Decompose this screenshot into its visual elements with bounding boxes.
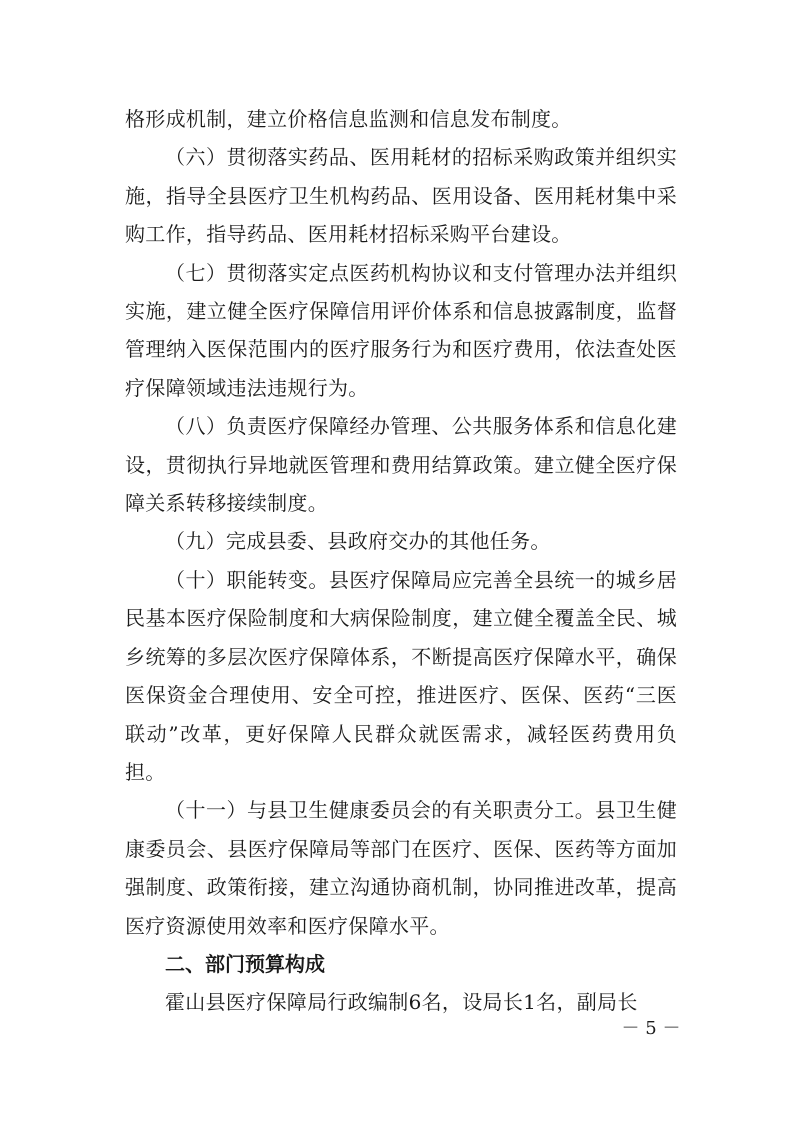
paragraph-item-10: （十）职能转变。县医疗保障局应完善全县统一的城乡居民基本医疗保险制度和大病保险制度，建立健全覆盖全民、城乡统筹的多层次医疗保障体系，不断提高医疗保障水平，确保医保资金合理使用、安全可控，推进医疗、医保、医药“三医联动”改革，更好保障人民群众就医需求，减轻医药费用负担。: [125, 567, 677, 784]
paragraph-item-8: （八）负责医疗保障经办管理、公共服务体系和信息化建设，贯彻执行异地就医管理和费用结算政策。建立健全医疗保障关系转移接续制度。: [125, 414, 677, 516]
paragraph-item-7: （七）贯彻落实定点医药机构协议和支付管理办法并组织实施，建立健全医疗保障信用评价体系和信息披露制度，监督管理纳入医保范围内的医疗服务行为和医疗费用，依法查处医疗保障领域违法违规行为。: [125, 260, 677, 400]
paragraph-continuation: 格形成机制，建立价格信息监测和信息发布制度。: [125, 107, 572, 131]
paragraph-item-11: （十一）与县卫生健康委员会的有关职责分工。县卫生健康委员会、县医疗保障局等部门在医疗、医保、医药等方面加强制度、政策衔接，建立沟通协商机制，协同推进改革，提高医疗资源使用效率和医疗保障水平。: [125, 798, 677, 938]
paragraph-item-9: （九）完成县委、县政府交办的其他任务。: [165, 529, 551, 554]
paragraph-staffing: 霍山县医疗保障局行政编制6名，设局长1名，副局长: [165, 990, 638, 1015]
page-number: － 5 －: [621, 1018, 681, 1039]
section-heading: 二、部门预算构成: [165, 951, 325, 976]
document-body: [125, 100, 677, 1022]
paragraph-item-6: （六）贯彻落实药品、医用耗材的招标采购政策并组织实施，指导全县医疗卫生机构药品、医用设备、医用耗材集中采购工作，指导药品、医用耗材招标采购平台建设。: [125, 145, 677, 247]
